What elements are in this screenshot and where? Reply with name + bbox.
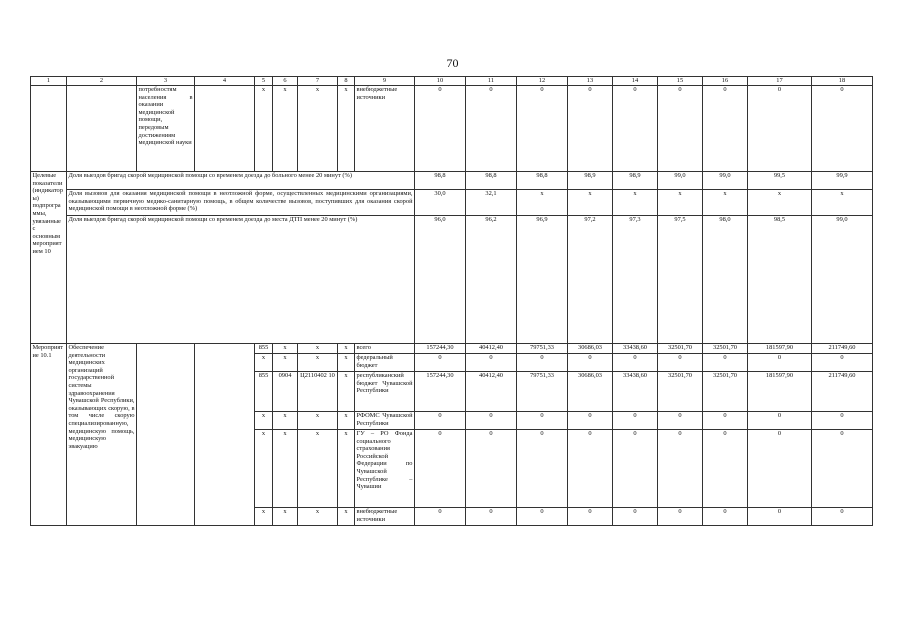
- value-cell: 0: [703, 354, 748, 372]
- code-cell: x: [273, 412, 298, 430]
- code-cell: x: [298, 430, 338, 508]
- code-cell: x: [273, 354, 298, 372]
- indicator-text: Доля выездов бригад скорой медицинской помощи со временем доезда до больного менее 20 минут (%): [67, 172, 415, 190]
- table-row: [31, 216, 873, 344]
- value-cell: x: [568, 190, 613, 216]
- value-cell: 0: [613, 508, 658, 526]
- value-cell: 181597,90: [748, 344, 812, 354]
- source-cell: внебюджетные источники: [355, 86, 415, 172]
- indicator-text: Доля вызовов для оказания медицинской помощи в неотложной форме, осуществленных медицинскими организациями, оказывающими первичную медико-санитарную помощь, в общем количестве вызовов, поступивших для оказания скорой медицинской помощи в неотложной форме (%): [67, 190, 415, 216]
- value-cell: 0: [517, 354, 568, 372]
- code-cell: x: [338, 372, 355, 412]
- value-cell: 79751,33: [517, 344, 568, 354]
- code-cell: x: [338, 354, 355, 372]
- value-cell: 0: [568, 354, 613, 372]
- value-cell: 0: [658, 86, 703, 172]
- col-header: 11: [466, 77, 517, 86]
- goal-cell: потребностям населения в оказании медицинской помощи, передовым достижениям медицинской науки: [137, 86, 195, 172]
- code-cell: x: [298, 508, 338, 526]
- col-header: 18: [812, 77, 873, 86]
- value-cell: 157244,30: [415, 344, 466, 354]
- col-header: 13: [568, 77, 613, 86]
- indicators-label: Целевые показатели (индикаторы) подпрограммы, увязанные с основным мероприятием 10: [31, 172, 67, 344]
- value-cell: 0: [415, 430, 466, 508]
- page-number: 70: [446, 56, 459, 70]
- value-cell: 0: [658, 430, 703, 508]
- value-cell: 99,5: [748, 172, 812, 190]
- value-cell: 0: [748, 354, 812, 372]
- col-header: 6: [273, 77, 298, 86]
- code-cell: x: [255, 430, 273, 508]
- value-cell: 0: [517, 412, 568, 430]
- value-cell: 98,8: [466, 172, 517, 190]
- value-cell: 157244,30: [415, 372, 466, 412]
- value-cell: x: [517, 190, 568, 216]
- value-cell: x: [703, 190, 748, 216]
- value-cell: 99,9: [812, 172, 873, 190]
- value-cell: 0: [466, 86, 517, 172]
- source-cell: республиканский бюджет Чувашской Республики: [355, 372, 415, 412]
- value-cell: 0: [568, 508, 613, 526]
- value-cell: 97,5: [658, 216, 703, 344]
- value-cell: 0: [466, 508, 517, 526]
- value-cell: 0: [415, 354, 466, 372]
- value-cell: 0: [748, 430, 812, 508]
- value-cell: 0: [812, 430, 873, 508]
- value-cell: 30686,03: [568, 344, 613, 354]
- value-cell: 32501,70: [658, 344, 703, 354]
- table-row: [31, 86, 873, 172]
- value-cell: 32501,70: [703, 344, 748, 354]
- value-cell: 0: [658, 412, 703, 430]
- value-cell: 98,0: [703, 216, 748, 344]
- col-header: 2: [67, 77, 137, 86]
- value-cell: 79751,33: [517, 372, 568, 412]
- col-header: 4: [195, 77, 255, 86]
- value-cell: 0: [613, 86, 658, 172]
- code-cell: x: [273, 430, 298, 508]
- value-cell: 40412,40: [466, 372, 517, 412]
- table-row: [31, 190, 873, 216]
- value-cell: 32501,70: [703, 372, 748, 412]
- value-cell: 97,2: [568, 216, 613, 344]
- value-cell: 0: [658, 354, 703, 372]
- code-cell: x: [273, 508, 298, 526]
- value-cell: 98,9: [613, 172, 658, 190]
- value-cell: x: [812, 190, 873, 216]
- value-cell: 96,9: [517, 216, 568, 344]
- value-cell: 0: [466, 354, 517, 372]
- value-cell: 0: [415, 508, 466, 526]
- value-cell: 0: [748, 508, 812, 526]
- value-cell: 211749,60: [812, 344, 873, 354]
- measure-name: Обеспечение деятельности медицинских организаций государственной системы здравоохранения Чувашской Республики, оказывающих скорую, в том числе скорую специализированную, медицинскую помощь, медицинскую эвакуацию: [67, 344, 137, 526]
- value-cell: 0: [466, 430, 517, 508]
- col-header: 14: [613, 77, 658, 86]
- table-row: [31, 172, 873, 190]
- header-row: [31, 77, 873, 86]
- code-cell: x: [298, 344, 338, 354]
- value-cell: 0: [703, 412, 748, 430]
- value-cell: x: [748, 190, 812, 216]
- value-cell: 0: [748, 86, 812, 172]
- code-cell: 855: [255, 372, 273, 412]
- code-cell: x: [298, 412, 338, 430]
- code-cell: Ц2110402 10: [298, 372, 338, 412]
- source-cell: федеральный бюджет: [355, 354, 415, 372]
- value-cell: 0: [812, 354, 873, 372]
- value-cell: 98,8: [517, 172, 568, 190]
- col-header: 7: [298, 77, 338, 86]
- value-cell: 98,9: [568, 172, 613, 190]
- value-cell: 99,0: [812, 216, 873, 344]
- col-header: 9: [355, 77, 415, 86]
- value-cell: 0: [658, 508, 703, 526]
- value-cell: 30686,03: [568, 372, 613, 412]
- value-cell: 0: [568, 412, 613, 430]
- code-cell: x: [255, 86, 273, 172]
- source-cell: внебюджетные источники: [355, 508, 415, 526]
- col-header: 12: [517, 77, 568, 86]
- indicator-text: Доля выездов бригад скорой медицинской помощи со временем доезда до места ДТП менее 20 минут (%): [67, 216, 415, 344]
- code-cell: x: [338, 508, 355, 526]
- code-cell: 0904: [273, 372, 298, 412]
- value-cell: 0: [613, 430, 658, 508]
- value-cell: 0: [613, 412, 658, 430]
- value-cell: 98,8: [415, 172, 466, 190]
- value-cell: 0: [748, 412, 812, 430]
- measure-label: Мероприятие 10.1: [31, 344, 67, 526]
- value-cell: 96,0: [415, 216, 466, 344]
- value-cell: 0: [703, 86, 748, 172]
- col-header: 10: [415, 77, 466, 86]
- value-cell: 211749,60: [812, 372, 873, 412]
- value-cell: 0: [812, 86, 873, 172]
- value-cell: 0: [466, 412, 517, 430]
- value-cell: 97,3: [613, 216, 658, 344]
- code-cell: x: [255, 412, 273, 430]
- col-header: 1: [31, 77, 67, 86]
- value-cell: 98,5: [748, 216, 812, 344]
- value-cell: x: [658, 190, 703, 216]
- source-cell: РФОМС Чувашской Республики: [355, 412, 415, 430]
- code-cell: x: [255, 354, 273, 372]
- code-cell: x: [255, 508, 273, 526]
- code-cell: x: [298, 354, 338, 372]
- value-cell: 40412,40: [466, 344, 517, 354]
- table-row: [31, 344, 873, 354]
- col-header: 8: [338, 77, 355, 86]
- value-cell: 181597,90: [748, 372, 812, 412]
- code-cell: x: [338, 430, 355, 508]
- value-cell: 0: [613, 354, 658, 372]
- value-cell: 0: [703, 508, 748, 526]
- code-cell: x: [338, 412, 355, 430]
- code-cell: x: [338, 86, 355, 172]
- value-cell: 30,0: [415, 190, 466, 216]
- value-cell: 33438,60: [613, 344, 658, 354]
- value-cell: 0: [517, 86, 568, 172]
- value-cell: 96,2: [466, 216, 517, 344]
- value-cell: 0: [517, 430, 568, 508]
- value-cell: 0: [517, 508, 568, 526]
- value-cell: 99,0: [658, 172, 703, 190]
- value-cell: 0: [568, 86, 613, 172]
- value-cell: 0: [703, 430, 748, 508]
- code-cell: x: [273, 344, 298, 354]
- value-cell: 99,0: [703, 172, 748, 190]
- value-cell: x: [613, 190, 658, 216]
- col-header: 15: [658, 77, 703, 86]
- program-table: [30, 76, 873, 526]
- value-cell: 32501,70: [658, 372, 703, 412]
- value-cell: 0: [812, 508, 873, 526]
- col-header: 17: [748, 77, 812, 86]
- code-cell: x: [338, 344, 355, 354]
- value-cell: 33438,60: [613, 372, 658, 412]
- col-header: 5: [255, 77, 273, 86]
- col-header: 16: [703, 77, 748, 86]
- source-cell: ГУ – РО Фонда социального страхования Российской Федерации по Чувашской Республике – Чувашии: [355, 430, 415, 508]
- code-cell: x: [298, 86, 338, 172]
- code-cell: 855: [255, 344, 273, 354]
- col-header: 3: [137, 77, 195, 86]
- value-cell: 32,1: [466, 190, 517, 216]
- value-cell: 0: [415, 86, 466, 172]
- value-cell: 0: [812, 412, 873, 430]
- code-cell: x: [273, 86, 298, 172]
- value-cell: 0: [415, 412, 466, 430]
- value-cell: 0: [568, 430, 613, 508]
- source-cell: всего: [355, 344, 415, 354]
